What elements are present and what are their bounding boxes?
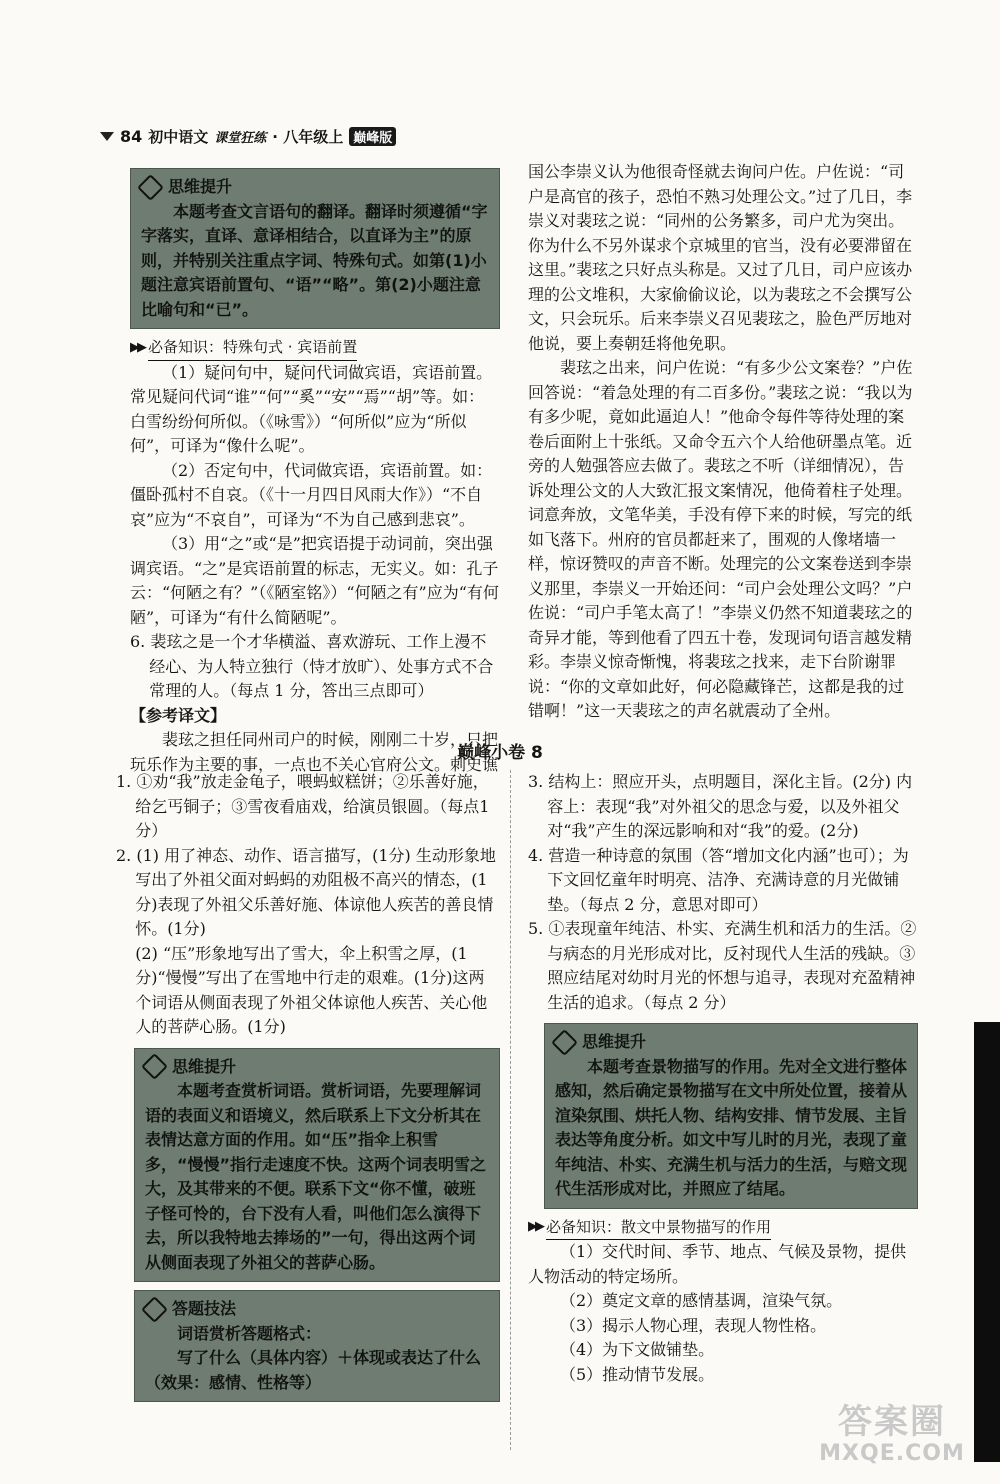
knowledge-item: （2）奠定文章的感情基调，渲染气氛。 — [560, 1291, 843, 1310]
knowledge-item: （3）用“之”或“是”把宾语提于动词前，突出强调宾语。“之”是宾语前置的标志，无实义。如：孔子云：“何陋之有？”（《陋室铭》）“何陋之有”应为“有何陋”，可译为“有什么简陋呢”。 — [130, 534, 499, 627]
answer-q4: 4. 营造一种诗意的氛围（答“增加文化内涵”也可）；为下文回忆童年时明亮、洁净、充满诗意的月光做铺垫。（每点 2 分，意思对即可） — [528, 845, 909, 914]
knowledge-label: ▶▶ 必备知识：特殊句式 · 宾语前置 — [130, 335, 500, 361]
knowledge-item: （5）推动情节发展。 — [560, 1364, 715, 1384]
answer-q5: 5. ①表现童年纯洁、朴实、充满生机和活力的生活。②与病态的月光形成对比，反衬现代人生活的残缺。③照应结尾对幼时月光的怀想与追寻，表现对充盈精神生活的追求。（每点 2 分） — [528, 919, 917, 1012]
thinking-box-text: 本题考查景物描写的作用。先对全文进行整体感知，然后确定景物描写在文中所处位置，接着从渲染氛围、烘托人物、结构安排、情节发展、主旨表达等角度分析。如文中写儿时的月光，表现了童年纯洁、朴实、充满生机与活力的生活，与赔文现代生活形成对比，并照应了结尾。 — [555, 1056, 908, 1198]
knowledge-item: （1）疑问句中，疑问代词做宾语，宾语前置。常见疑问代词“谁”“何”“奚”“安”“焉”“胡”等。如：白雪纷纷何所似。（《咏雪》）“何所似”应为“所似何”，可译为“像什么呢”。 — [130, 362, 493, 455]
triangle-marker-icon — [100, 132, 114, 141]
series-logo: 课堂狂练 — [214, 130, 267, 146]
method-box-title: 答题技法 — [172, 1299, 237, 1318]
thinking-box-3 — [544, 1023, 918, 1209]
left-top-column — [130, 168, 500, 777]
translation-paragraph: 裴玹之出来，问户佐说：“有多少公文案卷？”户佐回答说：“着急处理的有二百多份。”裴玹之说：“我以为有多少呢，竟如此逼迫人！”他命令每件等待处理的案卷后面附上十张纸。又命令五六个人给他研墨点笔。近旁的人勉强答应去做了。裴玹之不听（详细情况），告诉处理公文的人大致汇报文案情况，他倚着柱子处理。词意奔放，文笔华美，手没有停下来的时候，写完的纸如飞落下。州府的官员都赶来了，围观的人像堵墙一样，惊讶赞叹的声音不断。处理完的公文案卷送到李崇义那里，李崇义一开始还问：“司户会处理公文吗？”户佐说：“司户手笔太高了！”李崇义仍然不知道裴玹之的奇异才能，等到他看了四五十卷，发现词句语言越发精彩。李崇义惊奇惭愧，将裴玹之找来，走下台阶谢罪说：“你的文章如此好，何必隐藏锋芒，这都是我的过错啊！”这一天裴玹之的声名就震动了全州。 — [528, 358, 913, 720]
translation-paragraph: 国公李崇义认为他很奇怪就去询问户佐。户佐说：“司户是高官的孩子，恐怕不熟习处理公文。”过了几日，李崇义对裴玹之说：“同州的公务繁多，司户尤为突出。你为什么不另外谋求个京城里的官当，没有必要滞留在这里。”裴玹之只好点头称是。又过了几日，司户应该办理的公文堆积，大家偷偷议论，以为裴玹之不会撰写公文，只会玩乐。后来李崇义召见裴玹之，脸色严厉地对他说，要上奏朝廷将他免职。 — [528, 162, 913, 353]
thinking-box-text: 本题考查赏析词语。赏析词语，先要理解词语的表面义和语境义，然后联系上下文分析其在表情达意方面的作用。如“压”指伞上积雪多，“慢慢”指行走速度不快。这两个词表明雪之大，及其带来的不便。联系下文“你不懂，破班子怪可怜的，台下没有人看，叫他们怎么演得下去，所以我特地去捧场的”一句，得出这两个词从侧面表现了外祖父的菩萨心肠。 — [145, 1081, 487, 1272]
thinking-box-text: 本题考查文言语句的翻译。翻译时须遵循“字字落实，直译、意译相结合，以直译为主”的原则，并特别关注重点字词、特殊句式。如第(1)小题注意宾语前置句、“语”“略”。第(2)小题注意比喻句和“已”。 — [141, 201, 488, 319]
grade-label: · 八年级上 — [272, 127, 344, 146]
answer-q2a: 2. (1) 用了神态、动作、语言描写，(1分) 生动形象地写出了外祖父面对蚂蚂的劝阻极不高兴的情态，(1分)表现了外祖父乐善好施、体谅他人疾苦的善良情怀。(1分) — [116, 845, 496, 938]
watermark-bottom: MXQE.COM — [819, 1441, 965, 1466]
key-icon — [141, 1296, 168, 1323]
reference-translation-text: 裴玹之担任同州司户的时候，刚刚二十岁，只把玩乐作为主要的事，一点也不关心官府公文。刺史谯 — [130, 730, 499, 774]
column-divider — [510, 770, 511, 1450]
page-header — [100, 122, 430, 150]
right-top-column — [528, 160, 913, 724]
left-bottom-column — [116, 770, 500, 1402]
right-bottom-column — [528, 770, 918, 1387]
section-title: 巅峰小卷 8 — [457, 743, 543, 763]
lightbulb-icon — [141, 1053, 168, 1080]
book-title: 初中语文 — [148, 127, 209, 146]
answer-q6: 6. 裴玹之是一个才华横溢、喜欢游玩、工作上漫不经心、为人特立独行（恃才放旷）、处事方式不合常理的人。（每点 1 分，答出三点即可） — [130, 632, 494, 700]
watermark — [812, 1402, 972, 1472]
page-number: 84 — [120, 126, 143, 146]
thinking-box-title: 思维提升 — [168, 177, 233, 196]
watermark-top: 答案圈 — [838, 1402, 946, 1442]
answer-q3: 3. 结构上：照应开头，点明题目，深化主旨。(2分) 内容上：表现“我”对外祖父的思念与爱，以及外祖父对“我”产生的深远影响和对“我”的爱。(2分) — [528, 772, 913, 840]
method-box-line: 词语赏析答题格式： — [177, 1323, 322, 1343]
reference-translation-title: 【参考译文】 — [130, 705, 227, 725]
double-arrow-icon: ▶▶ — [130, 339, 144, 355]
page-edge-shadow — [974, 1022, 1000, 1462]
thinking-box-title: 思维提升 — [582, 1032, 647, 1051]
thinking-box-2 — [134, 1048, 500, 1283]
lightbulb-icon — [137, 174, 164, 201]
knowledge-item: （3）揭示人物心理，表现人物性格。 — [560, 1315, 827, 1335]
knowledge-item: （2）否定句中，代词做宾语，宾语前置。如：僵卧孤村不自哀。（《十一月四日风雨大作》）“不自哀”应为“不哀自”，可译为“不为自己感到悲哀”。 — [130, 460, 493, 529]
edition-badge: 巅峰版 — [349, 127, 396, 146]
knowledge-item: （1）交代时间、季节、地点、气候及景物，提供人物活动的特定场所。 — [528, 1242, 907, 1286]
knowledge-item: （4）为下文做铺垫。 — [560, 1340, 715, 1359]
double-arrow-icon: ▶▶ — [528, 1219, 542, 1234]
thinking-box-title: 思维提升 — [172, 1056, 237, 1076]
lightbulb-icon — [551, 1029, 578, 1056]
answer-q2b: (2) “压”形象地写出了雪大，伞上积雪之厚，(1分)“慢慢”写出了在雪地中行走的艰难。(1分)这两个词语从侧面表现了外祖父体谅他人疾苦、关心他人的菩萨心肠。(1分) — [135, 943, 488, 1036]
answer-q1: 1. ①劝“我”放走金龟子，喂蚂蚁糕饼；②乐善好施，给乞丐铜子；③雪夜看庙戏，给演员银圆。（每点1分） — [116, 772, 490, 840]
thinking-box-1 — [130, 168, 500, 329]
knowledge-label: ▶▶ 必备知识：散文中景物描写的作用 — [528, 1215, 918, 1241]
method-box — [134, 1290, 500, 1402]
method-box-line: 写了什么（具体内容）＋体现或表达了什么（效果：感情、性格等） — [145, 1348, 482, 1392]
